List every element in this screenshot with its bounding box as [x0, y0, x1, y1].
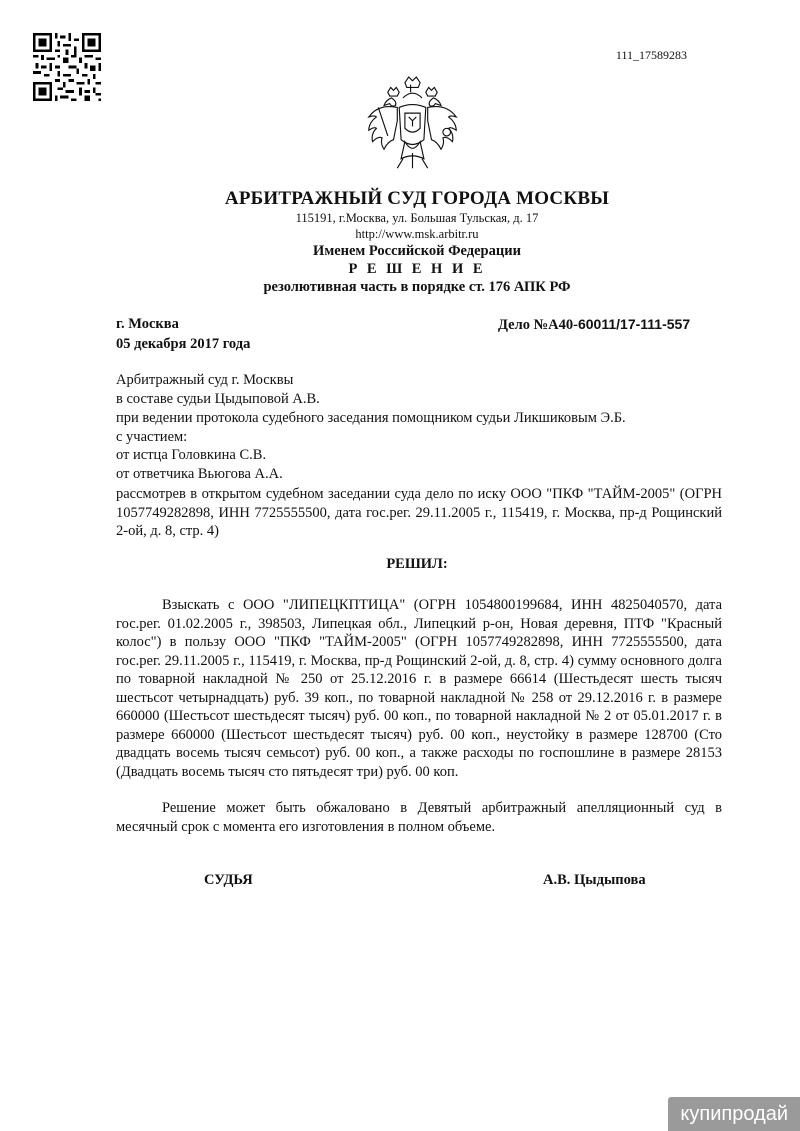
- court-title: АРБИТРАЖНЫЙ СУД ГОРОДА МОСКВЫ: [224, 188, 610, 209]
- resolved-heading: РЕШИЛ:: [386, 556, 448, 572]
- city: г. Москва: [116, 316, 179, 332]
- court-website: http://www.msk.arbitr.ru: [355, 227, 479, 241]
- intro-defendant-line: от ответчика Вьюгова А.А.: [116, 466, 283, 482]
- signature-name: А.В. Цыдыпова: [543, 872, 646, 888]
- intro-judge-line: в составе судьи Цыдыповой А.В.: [116, 391, 320, 407]
- decision-subtitle: резолютивная часть в порядке ст. 176 АПК РФ: [263, 279, 571, 295]
- in-the-name-line: Именем Российской Федерации: [313, 243, 521, 259]
- case-number-value: 60011/17-111-557: [577, 316, 691, 332]
- intro-court-line: Арбитражный суд г. Москвы: [116, 372, 294, 388]
- signature-role: СУДЬЯ: [204, 872, 253, 888]
- decision-title: Р Е Ш Е Н И Е: [348, 261, 486, 277]
- intro-participation-line: с участием:: [116, 429, 188, 445]
- ruling-paragraph: Взыскать с ООО "ЛИПЕЦКПТИЦА" (ОГРН 1054800199684, ИНН 4825040570, дата гос.рег. 01.02.2005 г., 398503, Липецкая обл., Липецкий р-он, Новая деревня, ПТФ "Красный колос") в пользу ООО "ПКФ "ТАЙМ-2005" (ОГРН 1057749282898, ИНН 7725555500, дата гос.рег. 29.11.2005 г., 115419, г. Москва, пр-д Рощинский 2-ой, д. 8, стр. 4) сумму основного долга по товарной накладной № 250 от 25.12.2016 г. в размере 66614 (Шестьдесят шесть тысяч шестьсот четырнадцать) руб. 39 коп., по товарной накладной № 258 от 29.12.2016 г. в размере 660000 (Шестьсот шестьдесят тысяч) руб. 00 коп., по товарной накладной № 2 от 05.01.2017 г. в размере 660000 (Шестьсот шестьдесят тысяч) руб. 00 коп., неустойку в размере 128700 (Сто двадцать восемь тысяч семьсот) руб. 00 коп., а также расходы по госпошлине в размере 28153 (Двадцать восемь тысяч сто пятьдесят три) руб. 00 коп.: [116, 597, 722, 780]
- case-label: Дело №А40-: [498, 317, 578, 333]
- intro-paragraph: рассмотрев в открытом судебном заседании суда дело по иску ООО "ПКФ "ТАЙМ-2005" (ОГРН 1057749282898, ИНН 7725555500, дата гос.рег. 29.11.2005 г., 115419, г. Москва, пр-д Рощинский 2-ой, д. 8, стр. 4): [116, 486, 722, 539]
- appeal-paragraph: Решение может быть обжаловано в Девятый арбитражный апелляционный суд в месячный срок с момента его изготовления в полном объеме.: [116, 800, 722, 835]
- intro-secretary-line: при ведении протокола судебного заседания помощником судьи Ликшиковым Э.Б.: [116, 410, 626, 426]
- intro-plaintiff-line: от истца Головкина С.В.: [116, 447, 267, 463]
- court-address: 115191, г.Москва, ул. Большая Тульская, д. 17: [295, 211, 539, 225]
- decision-date: 05 декабря 2017 года: [116, 336, 251, 352]
- document-id: 111_17589283: [615, 48, 687, 62]
- watermark-logo: купипродай: [668, 1097, 800, 1131]
- qr-code-icon: [33, 33, 101, 101]
- coat-of-arms-icon: [365, 75, 460, 175]
- case-number: [498, 316, 690, 334]
